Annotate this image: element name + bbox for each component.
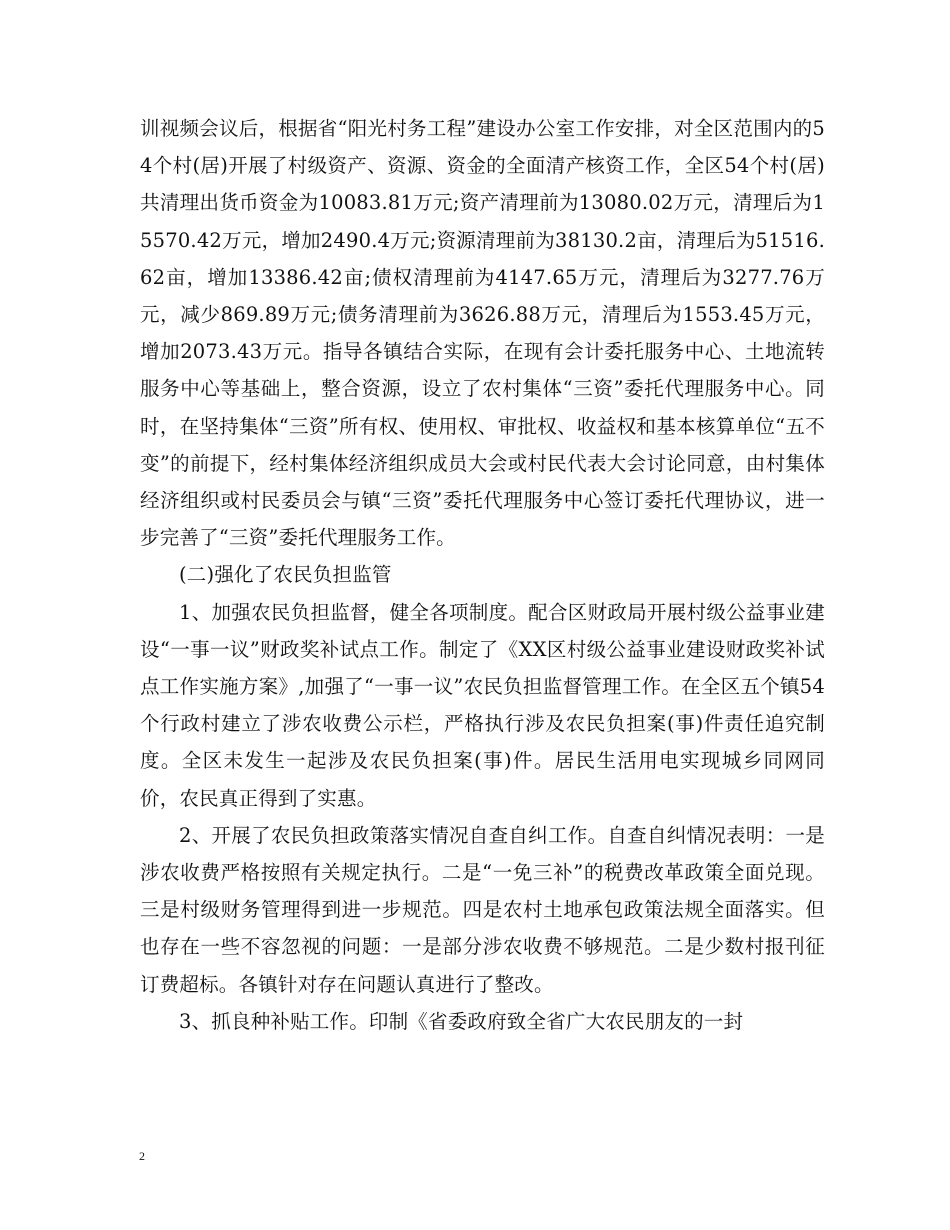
paragraph-self-inspection: 2、开展了农民负担政策落实情况自查自纠工作。自查自纠情况表明：一是涉农收费严格按照有关规定执行。二是“一免三补”的税费改革政策全面兑现。三是村级财务管理得到进一步规范。四是农村土地承包政策法规全面落实。但也存在一些不容忽视的问题：一是部分涉农收费不够规范。二是少数村报刊征订费超标。各镇针对存在问题认真进行了整改。 [140, 823, 825, 996]
document-body [140, 110, 825, 1040]
page-number: 2 [139, 1149, 145, 1163]
paragraph-burden-supervision: 1、加强农民负担监督，健全各项制度。配合区财政局开展村级公益事业建设“一事一议”财政奖补试点工作。制定了《XX区村级公益事业建设财政奖补试点工作实施方案》,加强了“一事一议”农民负担监督管理工作。在全区五个镇54个行政村建立了涉农收费公示栏，严格执行涉及农民负担案(事)件责任追究制度。全区未发生一起涉及农民负担案(事)件。居民生活用电实现城乡同网同价，农民真正得到了实惠。 [140, 600, 825, 810]
paragraph-asset-cleanup: 训视频会议后，根据省“阳光村务工程”建设办公室工作安排，对全区范围内的54个村(居)开展了村级资产、资源、资金的全面清产核资工作，全区54个村(居)共清理出货币资金为10083.81万元;资产清理前为13080.02万元，清理后为15570.42万元，增加2490.4万元;资源清理前为38130.2亩，清理后为51516.62亩，增加13386.42亩;债权清理前为4147.65万元，清理后为3277.76万元，减少869.89万元;债务清理前为3626.88万元，清理后为1553.45万元，增加2073.43万元。指导各镇结合实际，在现有会计委托服务中心、土地流转服务中心等基础上，整合资源，设立了农村集体“三资”委托代理服务中心。同时，在坚持集体“三资”所有权、使用权、审批权、收益权和基本核算单位“五不变”的前提下，经村集体经济组织成员大会或村民代表大会讨论同意，由村集体经济组织或村民委员会与镇“三资”委托代理服务中心签订委托代理协议，进一步完善了“三资”委托代理服务工作。 [140, 117, 825, 550]
paragraph-seed-subsidy: 3、抓良种补贴工作。印制《省委政府致全省广大农民朋友的一封 [179, 1009, 744, 1033]
section-heading-farmer-burden: (二)强化了农民负担监管 [179, 563, 392, 587]
